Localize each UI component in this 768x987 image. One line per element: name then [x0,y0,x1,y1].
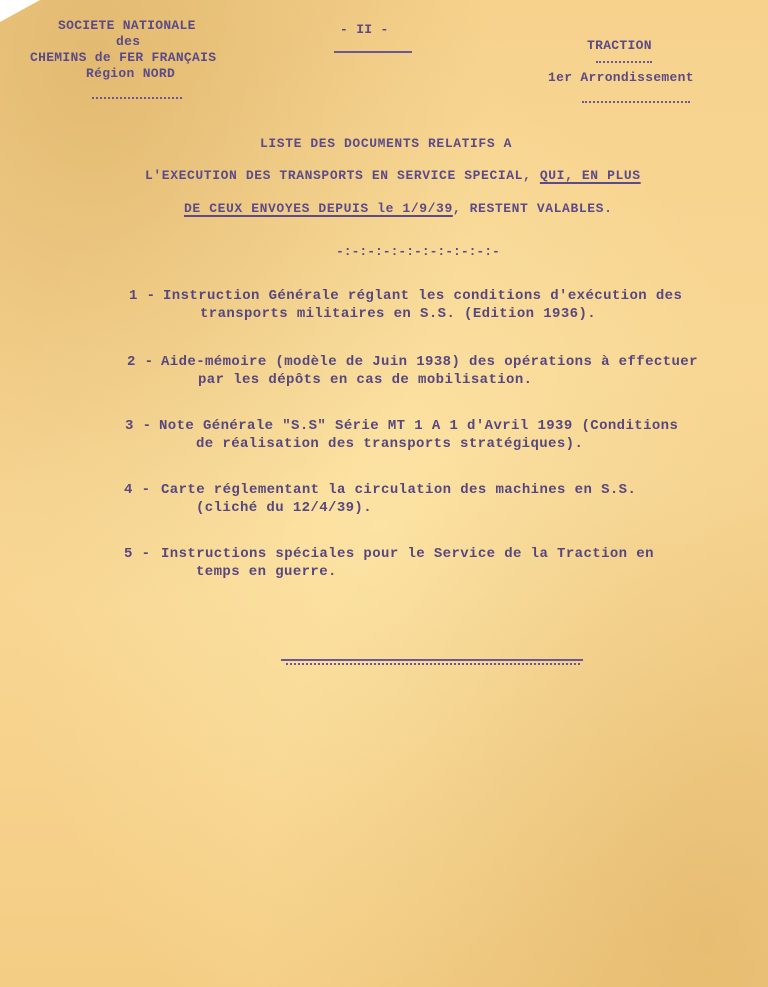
item-3-line2: de réalisation des transports stratégiques). [196,436,584,452]
header-org-line2: des [116,34,141,49]
closing-rule [281,659,583,661]
header-dept-line2: 1er Arrondissement [548,70,694,85]
title-line2-underlined: QUI, EN PLUS [539,168,641,183]
item-1-number: 1 - [129,288,156,304]
header-left-rule [92,97,182,99]
header-dept-line1: TRACTION [587,38,652,53]
title-line2 [145,168,641,183]
item-1-line2: transports militaires en S.S. (Edition 1936). [200,306,597,322]
item-5-line2: temps en guerre. [196,564,337,580]
title-line3 [184,201,612,216]
page-number-rule [334,51,412,53]
header-org-line4: Région NORD [86,66,176,81]
title-line2-part1: L'EXECUTION DES TRANSPORTS EN SERVICE SPECIAL, [145,168,540,183]
item-2-number: 2 - [127,354,154,370]
closing-rule-shadow [286,663,580,665]
item-2-line2: par les dépôts en cas de mobilisation. [198,372,533,388]
folded-corner [0,0,40,22]
item-5-line1: Instructions spéciales pour le Service de la Traction en [161,546,654,562]
item-3-line1: Note Générale "S.S" Série MT 1 A 1 d'Avril 1939 (Conditions [159,418,679,434]
item-1-line1: Instruction Générale réglant les conditions d'exécution des [163,288,683,304]
title-line3-part2: , RESTENT VALABLES. [452,201,613,216]
header-right-rule [582,101,690,103]
separator: -:-:-:-:-:-:-:-:-:-:- [336,244,500,259]
item-5-number: 5 - [124,546,151,562]
item-3-number: 3 - [125,418,152,434]
title-line1: LISTE DES DOCUMENTS RELATIFS A [260,136,513,151]
header-org-line1: SOCIETE NATIONALE [58,18,196,33]
item-4-line2: (cliché du 12/4/39). [196,500,373,516]
page-number: - II - [340,22,389,37]
header-right-subrule [596,61,652,63]
title-line3-underlined: DE CEUX ENVOYES DEPUIS le 1/9/39 [184,201,453,216]
item-2-line1: Aide-mémoire (modèle de Juin 1938) des opérations à effectuer [161,354,698,370]
item-4-line1: Carte réglementant la circulation des machines en S.S. [161,482,637,498]
header-org-line3: CHEMINS de FER FRANÇAIS [30,50,217,65]
item-4-number: 4 - [124,482,151,498]
